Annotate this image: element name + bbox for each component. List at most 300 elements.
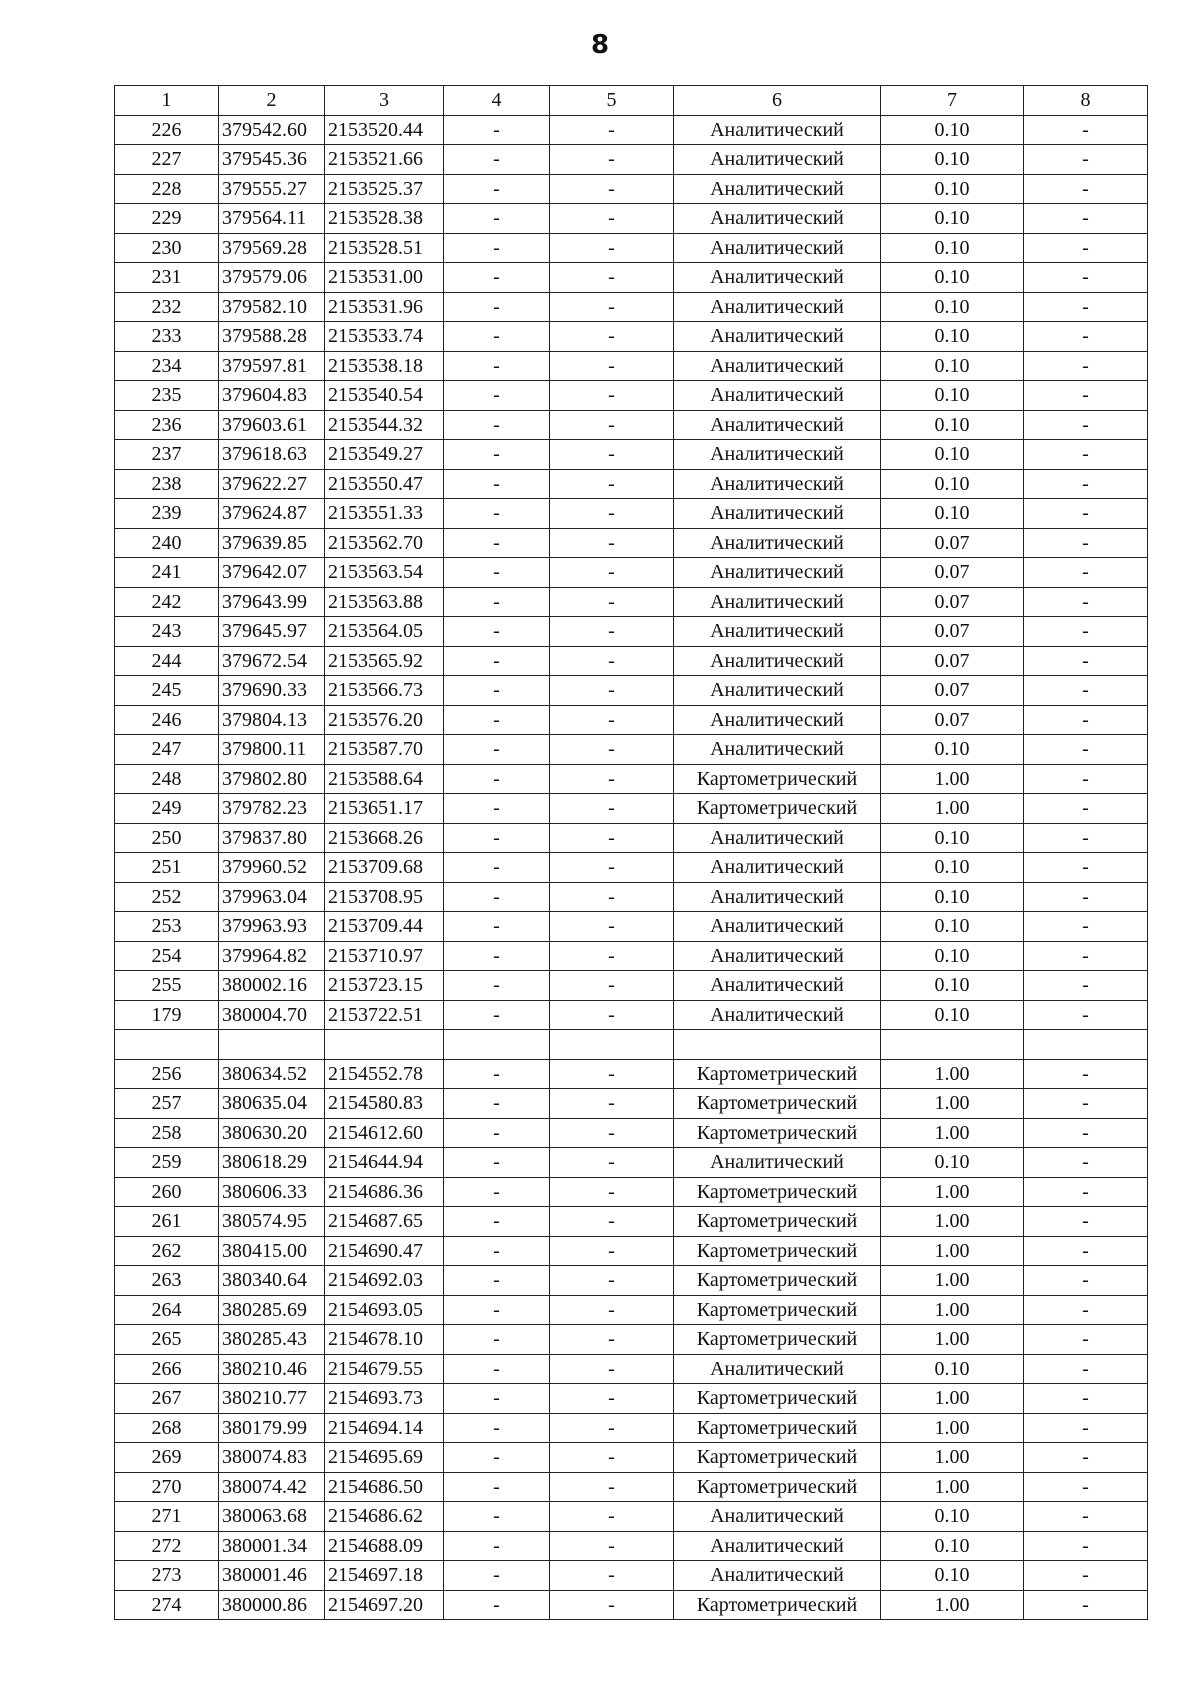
x-coordinate-cell: 379690.33 (219, 676, 325, 706)
col4-cell: - (444, 322, 550, 352)
column-header: 7 (881, 86, 1024, 116)
col8-cell: - (1024, 233, 1148, 263)
coordinates-table (114, 85, 1148, 1620)
col4-cell: - (444, 263, 550, 293)
accuracy-cell: 0.10 (881, 233, 1024, 263)
table-row (115, 823, 1148, 853)
col8-cell (1024, 1030, 1148, 1060)
col5-cell: - (550, 1089, 674, 1119)
col8-cell: - (1024, 764, 1148, 794)
x-coordinate-cell: 380063.68 (219, 1502, 325, 1532)
accuracy-cell: 1.00 (881, 1325, 1024, 1355)
y-coordinate-cell: 2153533.74 (325, 322, 444, 352)
accuracy-cell: 0.10 (881, 204, 1024, 234)
method-cell: Аналитический (674, 676, 881, 706)
method-cell: Картометрический (674, 1590, 881, 1620)
accuracy-cell: 0.10 (881, 1531, 1024, 1561)
table-row (115, 941, 1148, 971)
col5-cell: - (550, 115, 674, 145)
col4-cell: - (444, 145, 550, 175)
x-coordinate-cell: 379604.83 (219, 381, 325, 411)
accuracy-cell: 0.07 (881, 558, 1024, 588)
col4-cell: - (444, 971, 550, 1001)
column-header: 4 (444, 86, 550, 116)
y-coordinate-cell: 2154686.62 (325, 1502, 444, 1532)
method-cell: Аналитический (674, 646, 881, 676)
table-row (115, 853, 1148, 883)
method-cell: Аналитический (674, 233, 881, 263)
x-coordinate-cell: 379569.28 (219, 233, 325, 263)
column-header: 5 (550, 86, 674, 116)
accuracy-cell: 0.10 (881, 735, 1024, 765)
table-row (115, 1295, 1148, 1325)
col4-cell: - (444, 1384, 550, 1414)
point-number-cell: 255 (115, 971, 219, 1001)
y-coordinate-cell: 2153668.26 (325, 823, 444, 853)
col8-cell: - (1024, 1413, 1148, 1443)
col8-cell: - (1024, 263, 1148, 293)
point-number-cell: 227 (115, 145, 219, 175)
col4-cell: - (444, 912, 550, 942)
accuracy-cell: 0.10 (881, 499, 1024, 529)
x-coordinate-cell: 380001.34 (219, 1531, 325, 1561)
col5-cell: - (550, 912, 674, 942)
column-header: 1 (115, 86, 219, 116)
method-cell: Аналитический (674, 1000, 881, 1030)
table-row (115, 1030, 1148, 1060)
y-coordinate-cell: 2154580.83 (325, 1089, 444, 1119)
accuracy-cell: 0.07 (881, 705, 1024, 735)
table-row (115, 1177, 1148, 1207)
col4-cell: - (444, 1590, 550, 1620)
x-coordinate-cell: 379804.13 (219, 705, 325, 735)
accuracy-cell: 0.07 (881, 646, 1024, 676)
col8-cell: - (1024, 1590, 1148, 1620)
col8-cell: - (1024, 1325, 1148, 1355)
x-coordinate-cell: 380001.46 (219, 1561, 325, 1591)
col8-cell: - (1024, 1531, 1148, 1561)
method-cell: Картометрический (674, 1325, 881, 1355)
method-cell (674, 1030, 881, 1060)
x-coordinate-cell: 380285.43 (219, 1325, 325, 1355)
col8-cell: - (1024, 145, 1148, 175)
y-coordinate-cell: 2154692.03 (325, 1266, 444, 1296)
method-cell: Картометрический (674, 1443, 881, 1473)
col8-cell: - (1024, 351, 1148, 381)
accuracy-cell: 1.00 (881, 1413, 1024, 1443)
accuracy-cell: 1.00 (881, 1384, 1024, 1414)
method-cell: Аналитический (674, 823, 881, 853)
col8-cell: - (1024, 292, 1148, 322)
x-coordinate-cell: 380004.70 (219, 1000, 325, 1030)
col5-cell: - (550, 1295, 674, 1325)
table-row (115, 115, 1148, 145)
method-cell: Аналитический (674, 558, 881, 588)
x-coordinate-cell: 379645.97 (219, 617, 325, 647)
x-coordinate-cell: 379639.85 (219, 528, 325, 558)
accuracy-cell: 0.07 (881, 587, 1024, 617)
table-row (115, 971, 1148, 1001)
table-row (115, 381, 1148, 411)
x-coordinate-cell: 379588.28 (219, 322, 325, 352)
col4-cell: - (444, 705, 550, 735)
col8-cell: - (1024, 528, 1148, 558)
y-coordinate-cell: 2153563.88 (325, 587, 444, 617)
x-coordinate-cell: 380574.95 (219, 1207, 325, 1237)
x-coordinate-cell: 379960.52 (219, 853, 325, 883)
method-cell: Аналитический (674, 1502, 881, 1532)
col4-cell: - (444, 1413, 550, 1443)
y-coordinate-cell: 2153564.05 (325, 617, 444, 647)
method-cell: Картометрический (674, 1118, 881, 1148)
point-number-cell: 254 (115, 941, 219, 971)
col5-cell: - (550, 469, 674, 499)
col8-cell: - (1024, 1384, 1148, 1414)
col5-cell: - (550, 292, 674, 322)
method-cell: Картометрический (674, 1207, 881, 1237)
col4-cell: - (444, 1266, 550, 1296)
col4-cell: - (444, 174, 550, 204)
x-coordinate-cell: 380179.99 (219, 1413, 325, 1443)
col5-cell: - (550, 381, 674, 411)
point-number-cell: 240 (115, 528, 219, 558)
table-row (115, 1325, 1148, 1355)
point-number-cell: 248 (115, 764, 219, 794)
col5-cell: - (550, 1384, 674, 1414)
table-row (115, 1000, 1148, 1030)
x-coordinate-cell: 379555.27 (219, 174, 325, 204)
x-coordinate-cell: 379545.36 (219, 145, 325, 175)
point-number-cell: 262 (115, 1236, 219, 1266)
col8-cell: - (1024, 1266, 1148, 1296)
accuracy-cell: 1.00 (881, 1059, 1024, 1089)
table-row (115, 912, 1148, 942)
table-row (115, 646, 1148, 676)
method-cell: Аналитический (674, 853, 881, 883)
x-coordinate-cell (219, 1030, 325, 1060)
x-coordinate-cell: 379643.99 (219, 587, 325, 617)
accuracy-cell: 1.00 (881, 1089, 1024, 1119)
col5-cell: - (550, 1207, 674, 1237)
col8-cell: - (1024, 735, 1148, 765)
col5-cell: - (550, 499, 674, 529)
col4-cell: - (444, 1177, 550, 1207)
col5-cell: - (550, 204, 674, 234)
column-header: 3 (325, 86, 444, 116)
accuracy-cell: 0.07 (881, 528, 1024, 558)
accuracy-cell: 0.10 (881, 853, 1024, 883)
col5-cell: - (550, 1236, 674, 1266)
x-coordinate-cell: 379624.87 (219, 499, 325, 529)
accuracy-cell: 0.10 (881, 440, 1024, 470)
x-coordinate-cell: 379964.82 (219, 941, 325, 971)
y-coordinate-cell: 2153531.96 (325, 292, 444, 322)
accuracy-cell: 1.00 (881, 764, 1024, 794)
y-coordinate-cell: 2153565.92 (325, 646, 444, 676)
method-cell: Картометрический (674, 1384, 881, 1414)
y-coordinate-cell: 2153587.70 (325, 735, 444, 765)
accuracy-cell: 0.10 (881, 1561, 1024, 1591)
point-number-cell: 238 (115, 469, 219, 499)
table-row (115, 676, 1148, 706)
col5-cell: - (550, 1472, 674, 1502)
y-coordinate-cell: 2153566.73 (325, 676, 444, 706)
table-row (115, 410, 1148, 440)
col5-cell: - (550, 617, 674, 647)
y-coordinate-cell: 2154697.20 (325, 1590, 444, 1620)
x-coordinate-cell: 380606.33 (219, 1177, 325, 1207)
col4-cell: - (444, 1000, 550, 1030)
col5-cell: - (550, 440, 674, 470)
y-coordinate-cell: 2153528.38 (325, 204, 444, 234)
point-number-cell: 232 (115, 292, 219, 322)
y-coordinate-cell: 2153722.51 (325, 1000, 444, 1030)
point-number-cell: 274 (115, 1590, 219, 1620)
col4-cell: - (444, 1472, 550, 1502)
point-number-cell: 246 (115, 705, 219, 735)
point-number-cell: 258 (115, 1118, 219, 1148)
col8-cell: - (1024, 469, 1148, 499)
col8-cell: - (1024, 971, 1148, 1001)
method-cell: Аналитический (674, 322, 881, 352)
point-number-cell: 266 (115, 1354, 219, 1384)
col8-cell: - (1024, 587, 1148, 617)
table-row (115, 1531, 1148, 1561)
col8-cell: - (1024, 1207, 1148, 1237)
y-coordinate-cell: 2154690.47 (325, 1236, 444, 1266)
col5-cell: - (550, 1059, 674, 1089)
accuracy-cell: 1.00 (881, 1236, 1024, 1266)
col4-cell: - (444, 1118, 550, 1148)
col8-cell: - (1024, 1148, 1148, 1178)
method-cell: Аналитический (674, 587, 881, 617)
table-row (115, 1059, 1148, 1089)
col5-cell: - (550, 1413, 674, 1443)
accuracy-cell: 0.10 (881, 469, 1024, 499)
y-coordinate-cell: 2153563.54 (325, 558, 444, 588)
table-row (115, 204, 1148, 234)
y-coordinate-cell: 2153528.51 (325, 233, 444, 263)
accuracy-cell: 0.10 (881, 1502, 1024, 1532)
accuracy-cell: 0.10 (881, 1148, 1024, 1178)
accuracy-cell: 1.00 (881, 1472, 1024, 1502)
col4-cell: - (444, 115, 550, 145)
col8-cell: - (1024, 1118, 1148, 1148)
col8-cell: - (1024, 322, 1148, 352)
method-cell: Аналитический (674, 174, 881, 204)
method-cell: Картометрический (674, 764, 881, 794)
accuracy-cell: 1.00 (881, 1590, 1024, 1620)
method-cell: Аналитический (674, 410, 881, 440)
col5-cell: - (550, 1000, 674, 1030)
table-row (115, 705, 1148, 735)
method-cell: Аналитический (674, 882, 881, 912)
method-cell: Картометрический (674, 794, 881, 824)
table-row (115, 1472, 1148, 1502)
col5-cell: - (550, 1325, 674, 1355)
y-coordinate-cell: 2153531.00 (325, 263, 444, 293)
point-number-cell: 234 (115, 351, 219, 381)
col4-cell: - (444, 558, 550, 588)
accuracy-cell: 0.10 (881, 381, 1024, 411)
accuracy-cell: 0.10 (881, 912, 1024, 942)
col4-cell: - (444, 292, 550, 322)
method-cell: Аналитический (674, 115, 881, 145)
col4-cell: - (444, 1236, 550, 1266)
x-coordinate-cell: 379618.63 (219, 440, 325, 470)
col4-cell: - (444, 617, 550, 647)
col5-cell: - (550, 764, 674, 794)
table-row (115, 1236, 1148, 1266)
header-row (115, 86, 1148, 116)
accuracy-cell (881, 1030, 1024, 1060)
point-number-cell: 241 (115, 558, 219, 588)
accuracy-cell: 1.00 (881, 1443, 1024, 1473)
y-coordinate-cell: 2154688.09 (325, 1531, 444, 1561)
y-coordinate-cell: 2153525.37 (325, 174, 444, 204)
table-row (115, 1207, 1148, 1237)
col5-cell: - (550, 646, 674, 676)
col8-cell: - (1024, 1059, 1148, 1089)
x-coordinate-cell: 380285.69 (219, 1295, 325, 1325)
accuracy-cell: 1.00 (881, 1207, 1024, 1237)
column-header: 2 (219, 86, 325, 116)
col8-cell: - (1024, 1561, 1148, 1591)
col5-cell: - (550, 263, 674, 293)
table-row (115, 735, 1148, 765)
col4-cell: - (444, 764, 550, 794)
x-coordinate-cell: 379782.23 (219, 794, 325, 824)
x-coordinate-cell: 380630.20 (219, 1118, 325, 1148)
col8-cell: - (1024, 1502, 1148, 1532)
point-number-cell: 237 (115, 440, 219, 470)
point-number-cell: 230 (115, 233, 219, 263)
col4-cell: - (444, 646, 550, 676)
col8-cell: - (1024, 410, 1148, 440)
col4-cell: - (444, 469, 550, 499)
col4-cell: - (444, 941, 550, 971)
col5-cell: - (550, 794, 674, 824)
y-coordinate-cell: 2154678.10 (325, 1325, 444, 1355)
table-row (115, 322, 1148, 352)
col5-cell: - (550, 971, 674, 1001)
point-number-cell: 244 (115, 646, 219, 676)
accuracy-cell: 0.10 (881, 115, 1024, 145)
accuracy-cell: 1.00 (881, 1118, 1024, 1148)
table-row (115, 351, 1148, 381)
col4-cell: - (444, 233, 550, 263)
col5-cell: - (550, 735, 674, 765)
y-coordinate-cell: 2153544.32 (325, 410, 444, 440)
point-number-cell: 231 (115, 263, 219, 293)
accuracy-cell: 0.10 (881, 1354, 1024, 1384)
col4-cell: - (444, 1295, 550, 1325)
col8-cell: - (1024, 853, 1148, 883)
column-header: 6 (674, 86, 881, 116)
table-row (115, 1266, 1148, 1296)
accuracy-cell: 0.10 (881, 823, 1024, 853)
accuracy-cell: 0.07 (881, 676, 1024, 706)
method-cell: Аналитический (674, 263, 881, 293)
col5-cell: - (550, 1561, 674, 1591)
y-coordinate-cell: 2153723.15 (325, 971, 444, 1001)
point-number-cell: 269 (115, 1443, 219, 1473)
accuracy-cell: 1.00 (881, 1177, 1024, 1207)
x-coordinate-cell: 379582.10 (219, 292, 325, 322)
table-row (115, 499, 1148, 529)
x-coordinate-cell: 379603.61 (219, 410, 325, 440)
y-coordinate-cell: 2153521.66 (325, 145, 444, 175)
col8-cell: - (1024, 646, 1148, 676)
table-row (115, 440, 1148, 470)
col8-cell: - (1024, 1443, 1148, 1473)
accuracy-cell: 0.07 (881, 617, 1024, 647)
col4-cell: - (444, 1207, 550, 1237)
y-coordinate-cell: 2154695.69 (325, 1443, 444, 1473)
point-number-cell: 272 (115, 1531, 219, 1561)
col5-cell: - (550, 174, 674, 204)
x-coordinate-cell: 380074.42 (219, 1472, 325, 1502)
method-cell: Картометрический (674, 1236, 881, 1266)
table-row (115, 174, 1148, 204)
y-coordinate-cell: 2154686.36 (325, 1177, 444, 1207)
point-number-cell: 228 (115, 174, 219, 204)
x-coordinate-cell: 379579.06 (219, 263, 325, 293)
page-number: 8 (590, 30, 610, 60)
x-coordinate-cell: 379802.80 (219, 764, 325, 794)
y-coordinate-cell: 2153651.17 (325, 794, 444, 824)
col8-cell: - (1024, 499, 1148, 529)
table-row (115, 558, 1148, 588)
accuracy-cell: 1.00 (881, 1295, 1024, 1325)
method-cell: Картометрический (674, 1177, 881, 1207)
point-number-cell: 251 (115, 853, 219, 883)
method-cell: Аналитический (674, 941, 881, 971)
x-coordinate-cell: 379672.54 (219, 646, 325, 676)
table-row (115, 1148, 1148, 1178)
col4-cell: - (444, 676, 550, 706)
point-number-cell: 256 (115, 1059, 219, 1089)
col4-cell: - (444, 823, 550, 853)
method-cell: Аналитический (674, 145, 881, 175)
col8-cell: - (1024, 676, 1148, 706)
point-number-cell: 236 (115, 410, 219, 440)
point-number-cell: 226 (115, 115, 219, 145)
table-row (115, 469, 1148, 499)
x-coordinate-cell: 379837.80 (219, 823, 325, 853)
col8-cell: - (1024, 174, 1148, 204)
col5-cell: - (550, 1590, 674, 1620)
x-coordinate-cell: 379800.11 (219, 735, 325, 765)
col5-cell: - (550, 322, 674, 352)
col5-cell: - (550, 705, 674, 735)
col5-cell: - (550, 1443, 674, 1473)
method-cell: Аналитический (674, 971, 881, 1001)
y-coordinate-cell: 2154644.94 (325, 1148, 444, 1178)
method-cell: Картометрический (674, 1089, 881, 1119)
col4-cell: - (444, 410, 550, 440)
method-cell: Аналитический (674, 204, 881, 234)
point-number-cell: 250 (115, 823, 219, 853)
col5-cell: - (550, 233, 674, 263)
method-cell: Аналитический (674, 440, 881, 470)
col5-cell: - (550, 1266, 674, 1296)
y-coordinate-cell (325, 1030, 444, 1060)
col4-cell: - (444, 204, 550, 234)
table-row (115, 1118, 1148, 1148)
col5-cell: - (550, 410, 674, 440)
x-coordinate-cell: 379564.11 (219, 204, 325, 234)
